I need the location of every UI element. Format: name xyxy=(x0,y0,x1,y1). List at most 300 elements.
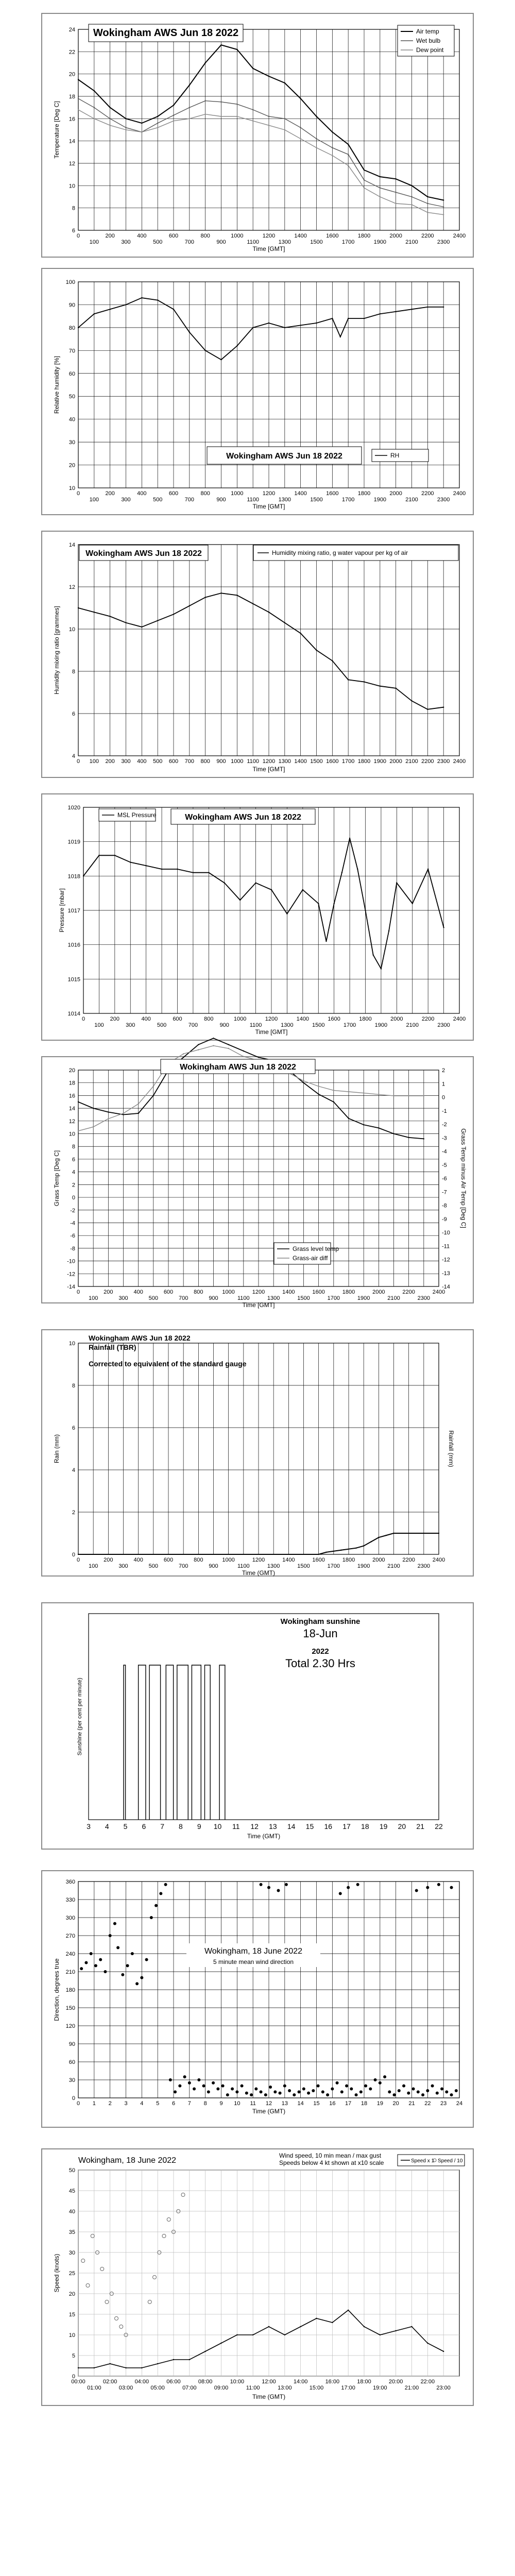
grass-temp-series-line-point xyxy=(363,1124,364,1125)
mixing-ratio-series-line-point xyxy=(236,595,237,596)
y-tick-label: 2 xyxy=(72,1182,75,1189)
direction-point xyxy=(202,2084,205,2088)
rh-series-line-point xyxy=(252,327,253,328)
x-tick-label: 800 xyxy=(194,1289,203,1295)
temperature-series-line-point xyxy=(94,107,95,108)
temperature-series-line-point xyxy=(94,118,95,119)
direction-point xyxy=(254,2088,258,2091)
x-tick-label: 2000 xyxy=(389,233,402,239)
y2-axis-label: Grass Temp minus Air Temp [Deg C] xyxy=(460,1128,467,1228)
x-tick-label: 200 xyxy=(104,1289,113,1295)
x-tick-label: 2400 xyxy=(453,758,466,765)
grass-temp-series-line-point xyxy=(348,1118,349,1119)
x-tick-label: 300 xyxy=(121,497,131,503)
grass-temp-series-line-point xyxy=(243,1050,244,1052)
temperature-series-line xyxy=(78,110,443,215)
y-tick-label: 4 xyxy=(72,1467,75,1473)
direction-point xyxy=(145,1958,148,1961)
temperature-series-line-point xyxy=(157,116,158,117)
direction-point xyxy=(250,2093,253,2096)
x-tick-label: 400 xyxy=(133,1557,143,1563)
y2-tick-label: -9 xyxy=(442,1216,447,1223)
x-tick-label: 4 xyxy=(105,1822,109,1831)
rh-series-line-point xyxy=(94,313,95,314)
x-tick-label: 1400 xyxy=(282,1557,295,1563)
chart-title: Wokingham AWS Jun 18 2022 xyxy=(180,1063,296,1072)
rh-series-line-point xyxy=(316,323,317,324)
rh-series-line-point xyxy=(125,304,126,305)
grass-temp-series-line-point xyxy=(408,1137,409,1138)
temperature-series-line-point xyxy=(443,214,444,215)
x-tick-label: 16 xyxy=(324,1822,333,1831)
grass-temp-series-line-point xyxy=(378,1127,379,1128)
y-tick-label: 25 xyxy=(68,2270,75,2277)
chart-subtitle: 5 minute mean wind direction xyxy=(213,1958,294,1965)
x-tick-label: 19 xyxy=(376,2100,383,2107)
y-tick-label: 0 xyxy=(72,1195,75,1201)
x-tick-label: 7 xyxy=(160,1822,165,1831)
y2-tick-label: -6 xyxy=(442,1176,447,1182)
x-axis-label: Time (GMT) xyxy=(252,2108,286,2115)
y-tick-label: 18 xyxy=(68,1080,75,1087)
x-tick-label: 200 xyxy=(110,1016,120,1022)
y-tick-label: 2 xyxy=(72,1510,75,1516)
direction-point xyxy=(269,2086,272,2089)
direction-point xyxy=(393,2093,396,2096)
x-tick-label: 11 xyxy=(232,1822,240,1831)
speed-series-line-point xyxy=(364,2326,365,2327)
y-axis-label: Humidity mixing ratio [grammes] xyxy=(53,606,60,694)
x-tick-label: 10 xyxy=(234,2100,241,2107)
direction-point xyxy=(336,2081,339,2084)
direction-point xyxy=(293,2093,296,2096)
y-axis-label: Rain (mm) xyxy=(53,1434,60,1463)
relative-humidity-chart xyxy=(42,269,473,514)
x-tick-label: 600 xyxy=(168,490,179,497)
x-tick-label: 1400 xyxy=(294,233,307,239)
legend-label: MSL Pressure xyxy=(117,811,157,819)
pressure-series-line-point xyxy=(193,872,194,873)
rh-series-line-point xyxy=(411,309,412,310)
x-tick-label: 100 xyxy=(88,1563,98,1569)
pressure-series-line-point xyxy=(83,875,84,876)
direction-point xyxy=(431,2084,434,2088)
pressure-series-line-point xyxy=(381,968,382,969)
speed-scaled-point xyxy=(100,2267,104,2271)
x-tick-label: 04:00 xyxy=(134,2379,149,2385)
rainfall-series-line-point xyxy=(355,1548,356,1549)
x-tick-label: 07:00 xyxy=(182,2385,197,2391)
temperature-series-line-point xyxy=(109,118,110,119)
temperature-series-line-point xyxy=(173,105,174,106)
pressure-chart-panel xyxy=(41,793,474,1041)
x-tick-label: 2300 xyxy=(437,239,450,245)
y-tick-label: 14 xyxy=(68,542,75,548)
grass-temp-series-line-point xyxy=(333,1101,334,1103)
speed-series-line-point xyxy=(316,2318,317,2319)
x-tick-label: 22 xyxy=(435,1822,443,1831)
x-tick-label: 13 xyxy=(281,2100,288,2107)
temperature-series-line-point xyxy=(332,155,333,156)
mixing-ratio-series-line-point xyxy=(443,707,444,708)
grass-temp-series-line-point xyxy=(213,1038,214,1039)
legend-label: Speed / 10 xyxy=(438,2158,463,2164)
temperature-series-line-point xyxy=(300,127,301,128)
pressure-series-line-point xyxy=(443,927,444,928)
direction-point xyxy=(340,2090,344,2093)
speed-scaled-point xyxy=(81,2259,85,2263)
y-tick-label: 0 xyxy=(72,1552,75,1558)
rh-series-line-point xyxy=(109,309,110,310)
grass-air-diff-series-line-point xyxy=(123,1113,124,1114)
x-tick-label: 2200 xyxy=(402,1557,415,1563)
rainfall-series-line-point xyxy=(386,1535,387,1536)
direction-point xyxy=(267,1886,270,1889)
x-tick-label: 300 xyxy=(121,239,131,245)
grass-temp-series-line xyxy=(78,1038,424,1139)
rh-series-line-point xyxy=(236,345,237,346)
x-tick-label: 900 xyxy=(209,1295,218,1301)
mixing-ratio-series-line xyxy=(78,593,443,709)
x-tick-label: 2300 xyxy=(437,758,450,765)
temperature-series-line xyxy=(78,45,443,200)
direction-point xyxy=(436,2092,439,2095)
speed-series-line-point xyxy=(157,2363,158,2364)
chart-note: Corrected to equivalent of the standard gauge xyxy=(89,1360,247,1368)
y-axis-label: Grass Temp [Deg C] xyxy=(53,1150,60,1207)
x-tick-label: 1900 xyxy=(373,758,387,765)
x-tick-label: 14 xyxy=(287,1822,296,1831)
x-tick-label: 1400 xyxy=(294,758,307,765)
x-tick-label: 1300 xyxy=(278,497,291,503)
x-tick-label: 1600 xyxy=(326,490,339,497)
direction-point xyxy=(350,2088,353,2091)
temperature-series-line-point xyxy=(78,79,79,80)
grass-air-diff-series-line-point xyxy=(78,1130,79,1131)
x-tick-label: 14:00 xyxy=(293,2379,308,2385)
x-tick-label: 5 xyxy=(123,1822,128,1831)
y-tick-label: -2 xyxy=(70,1207,75,1214)
mixing-ratio-series-line-point xyxy=(157,620,158,621)
y-tick-label: 90 xyxy=(68,2041,75,2047)
temperature-series-line-point xyxy=(220,116,221,117)
sunshine-bar xyxy=(124,1665,126,1820)
rh-series-line-point xyxy=(141,297,142,298)
grass-temp-series-line-point xyxy=(183,1057,184,1058)
direction-point xyxy=(207,2090,210,2093)
temperature-series-line-point xyxy=(427,203,428,204)
x-tick-label: 2100 xyxy=(387,1563,400,1569)
direction-point xyxy=(364,2084,367,2088)
x-tick-label: 100 xyxy=(94,1022,104,1028)
x-tick-label: 1000 xyxy=(231,233,244,239)
y-tick-label: 240 xyxy=(65,1951,75,1957)
x-tick-label: 1000 xyxy=(222,1557,235,1563)
y-tick-label: 1019 xyxy=(67,839,80,845)
x-tick-label: 0 xyxy=(76,490,80,497)
x-tick-label: 700 xyxy=(184,497,195,503)
y-tick-label: 100 xyxy=(65,279,75,285)
y2-tick-label: -12 xyxy=(442,1257,450,1263)
x-tick-label: 600 xyxy=(163,1289,174,1295)
rh-series-line-point xyxy=(268,323,269,324)
speed-series-line-point xyxy=(332,2322,333,2323)
x-tick-label: 15:00 xyxy=(309,2385,324,2391)
temperature-series-line-point xyxy=(173,115,174,116)
speed-series-line-point xyxy=(348,2310,349,2311)
temperature-series-line-point xyxy=(236,49,237,50)
direction-point xyxy=(260,1883,263,1886)
x-tick-label: 1000 xyxy=(222,1289,235,1295)
x-tick-label: 1100 xyxy=(247,758,259,765)
x-tick-label: 600 xyxy=(168,233,179,239)
y-tick-label: 10 xyxy=(68,485,75,492)
x-tick-label: 2100 xyxy=(387,1295,400,1301)
temperature-series-line-point xyxy=(395,203,396,204)
grass-temp-series-line-point xyxy=(303,1082,304,1083)
temperature-series-line-point xyxy=(316,138,317,139)
temperature-series-line-point xyxy=(141,123,142,124)
temperature-series-line-point xyxy=(125,127,126,128)
pressure-series-line-point xyxy=(177,869,178,870)
temperature-chart-panel xyxy=(41,13,474,258)
y2-tick-label: -3 xyxy=(442,1135,447,1142)
x-tick-label: 200 xyxy=(105,490,115,497)
y-tick-label: 20 xyxy=(68,462,75,469)
x-tick-label: 12 xyxy=(265,2100,272,2107)
direction-point xyxy=(379,2081,382,2084)
grass-air-diff-series-line-point xyxy=(378,1094,379,1095)
pressure-series-line-point xyxy=(114,855,115,856)
pressure-series-line-point xyxy=(145,865,146,866)
direction-point xyxy=(356,1883,359,1886)
rainfall-series-line-point xyxy=(378,1537,379,1538)
mixing-ratio-series-line-point xyxy=(316,650,317,651)
sunshine-bar xyxy=(192,1665,201,1820)
direction-point xyxy=(183,2075,186,2078)
direction-point xyxy=(231,2088,234,2091)
temperature-series-line-point xyxy=(220,44,221,45)
direction-point xyxy=(417,2090,420,2093)
rh-series-line-point xyxy=(427,307,428,308)
speed-series-line-point xyxy=(300,2326,301,2327)
pressure-series-line-point xyxy=(357,869,358,870)
grass-air-diff-series-line-point xyxy=(153,1086,154,1087)
y-tick-label: 1020 xyxy=(67,805,80,811)
temperature-series-line-point xyxy=(395,192,396,193)
sunshine-bar xyxy=(219,1665,225,1820)
x-tick-label: 1500 xyxy=(297,1563,310,1569)
mixing-ratio-series-line-point xyxy=(252,603,253,604)
x-tick-label: 0 xyxy=(76,2100,80,2107)
x-tick-label: 02:00 xyxy=(102,2379,117,2385)
x-tick-label: 1100 xyxy=(237,1563,250,1569)
pressure-series-line-point xyxy=(396,882,397,883)
x-tick-label: 7 xyxy=(187,2100,191,2107)
direction-point xyxy=(226,2093,229,2096)
y2-tick-label: 1 xyxy=(442,1081,445,1088)
temperature-series-line-point xyxy=(141,131,142,132)
direction-point xyxy=(426,1886,429,1889)
x-tick-label: 500 xyxy=(157,1022,167,1028)
direction-point xyxy=(407,2092,410,2095)
direction-point xyxy=(421,2093,424,2096)
speed-series-line-point xyxy=(204,2351,205,2352)
direction-point xyxy=(104,1970,107,1973)
speed-series-line-point xyxy=(141,2367,142,2368)
direction-point xyxy=(178,2084,181,2088)
x-axis-label: Time [GMT] xyxy=(252,766,285,773)
x-tick-label: 2000 xyxy=(390,1016,403,1022)
x-tick-label: 1700 xyxy=(327,1563,340,1569)
grass-air-diff-series-line-point xyxy=(93,1126,94,1127)
x-tick-label: 1900 xyxy=(373,497,387,503)
x-tick-label: 1400 xyxy=(294,490,307,497)
y-tick-label: 120 xyxy=(65,2023,75,2029)
x-tick-label: 1400 xyxy=(296,1016,310,1022)
rh-series-line-point xyxy=(157,299,158,300)
direction-point xyxy=(193,2088,196,2091)
grass-air-diff-series-line-point xyxy=(408,1095,409,1096)
y-tick-label: 12 xyxy=(68,161,75,167)
direction-point xyxy=(415,1889,418,1892)
x-tick-label: 2100 xyxy=(405,758,418,765)
pressure-series-line-point xyxy=(302,889,303,890)
y-tick-label: 40 xyxy=(68,2209,75,2215)
y-tick-label: 210 xyxy=(65,1969,75,1975)
mixing-ratio-chart-panel xyxy=(41,531,474,778)
temperature-series-line-point xyxy=(364,170,365,171)
y2-tick-label: -2 xyxy=(442,1122,447,1128)
x-tick-label: 1700 xyxy=(341,497,355,503)
x-tick-label: 800 xyxy=(200,233,210,239)
x-tick-label: 1700 xyxy=(341,758,355,765)
grass-temp-series-line-point xyxy=(423,1138,424,1139)
direction-point xyxy=(317,2084,320,2088)
rh-series-line-point xyxy=(364,318,365,319)
direction-point xyxy=(159,1892,162,1895)
rh-series-line-point xyxy=(340,336,341,337)
x-tick-label: 2300 xyxy=(437,1022,450,1028)
pressure-series-line-point xyxy=(365,910,366,911)
direction-point xyxy=(339,1892,342,1895)
x-tick-label: 3 xyxy=(87,1822,91,1831)
x-tick-label: 1300 xyxy=(278,758,291,765)
grass-air-diff-series-line-point xyxy=(303,1080,304,1081)
sunshine-chart xyxy=(42,1603,473,1849)
grass-air-diff-series-line-point xyxy=(318,1086,319,1087)
rainfall-chart xyxy=(42,1330,473,1575)
x-tick-label: 24 xyxy=(456,2100,463,2107)
rh-series-line-point xyxy=(443,307,444,308)
x-tick-label: 400 xyxy=(141,1016,151,1022)
direction-point xyxy=(355,2093,358,2096)
y-tick-label: 18 xyxy=(68,94,75,100)
y-axis-label: Relative humidity [%] xyxy=(53,355,60,414)
chart-title: Wokingham AWS Jun 18 2022 xyxy=(93,27,239,39)
y-tick-label: 50 xyxy=(68,2167,75,2174)
x-tick-label: 13 xyxy=(269,1822,277,1831)
x-tick-label: 300 xyxy=(121,758,131,765)
x-tick-label: 500 xyxy=(148,1295,159,1301)
grass-temp-series-line-point xyxy=(138,1113,139,1114)
y-tick-label: 10 xyxy=(68,2332,75,2338)
speed-scaled-point xyxy=(148,2300,151,2304)
mixing-ratio-series-line-point xyxy=(348,679,349,680)
y-tick-label: 60 xyxy=(68,370,75,377)
x-tick-label: 2000 xyxy=(372,1289,385,1295)
temperature-series-line-point xyxy=(78,109,79,110)
pressure-series-line-point xyxy=(286,913,287,914)
x-tick-label: 900 xyxy=(216,497,226,503)
x-tick-label: 2100 xyxy=(405,497,418,503)
temperature-series-line-point xyxy=(236,116,237,117)
grass-air-diff-series-line xyxy=(78,1046,424,1131)
x-tick-label: 700 xyxy=(178,1295,188,1301)
x-tick-label: 100 xyxy=(89,497,99,503)
x-tick-label: 05:00 xyxy=(150,2385,165,2391)
x-tick-label: 900 xyxy=(219,1022,229,1028)
x-tick-label: 23:00 xyxy=(436,2385,451,2391)
direction-point xyxy=(383,2075,386,2078)
mixing-ratio-series-line-point xyxy=(78,607,79,608)
y-tick-label: 50 xyxy=(68,394,75,400)
y2-tick-label: -8 xyxy=(442,1202,447,1209)
rainfall-chart-panel xyxy=(41,1329,474,1577)
x-tick-label: 1700 xyxy=(327,1295,340,1301)
y-tick-label: 70 xyxy=(68,348,75,354)
temperature-chart xyxy=(42,14,473,257)
y-tick-label: 8 xyxy=(72,205,75,212)
grass-temp-series-line-point xyxy=(93,1108,94,1109)
legend-label: Air temp xyxy=(416,28,439,35)
mixing-ratio-series-line-point xyxy=(300,633,301,634)
x-tick-label: 08:00 xyxy=(198,2379,213,2385)
y-tick-label: 80 xyxy=(68,325,75,331)
y-tick-label: 4 xyxy=(72,753,75,759)
mixing-ratio-series-line-point xyxy=(94,612,95,613)
direction-point xyxy=(116,1946,119,1949)
direction-point xyxy=(374,2078,377,2081)
grass-temp-series-line-point xyxy=(123,1114,124,1115)
x-tick-label: 8 xyxy=(179,1822,183,1831)
legend-label: RH xyxy=(390,452,400,459)
y-tick-label: 35 xyxy=(68,2229,75,2235)
y-tick-label: -8 xyxy=(70,1245,75,1252)
rh-series-line-point xyxy=(300,325,301,326)
y-tick-label: 300 xyxy=(65,1915,75,1921)
y-tick-label: 6 xyxy=(72,1156,75,1163)
x-tick-label: 23 xyxy=(440,2100,447,2107)
legend-label: Wet bulb xyxy=(416,37,441,44)
pressure-series-line-point xyxy=(98,855,99,856)
x-tick-label: 2300 xyxy=(417,1563,431,1569)
direction-point xyxy=(285,1883,288,1886)
temperature-series-line-point xyxy=(284,82,285,83)
temperature-series-line-point xyxy=(348,154,349,155)
y-tick-label: -6 xyxy=(70,1233,75,1240)
y2-tick-label: -7 xyxy=(442,1189,447,1196)
direction-point xyxy=(197,2078,200,2081)
temperature-series-line-point xyxy=(332,131,333,132)
x-tick-label: 12 xyxy=(250,1822,259,1831)
speed-scaled-point xyxy=(167,2218,170,2222)
x-tick-label: 1100 xyxy=(247,497,259,503)
x-tick-label: 1500 xyxy=(297,1295,310,1301)
rainfall-series-line-point xyxy=(325,1552,327,1553)
y-tick-label: 20 xyxy=(68,1067,75,1074)
x-tick-label: 03:00 xyxy=(118,2385,133,2391)
